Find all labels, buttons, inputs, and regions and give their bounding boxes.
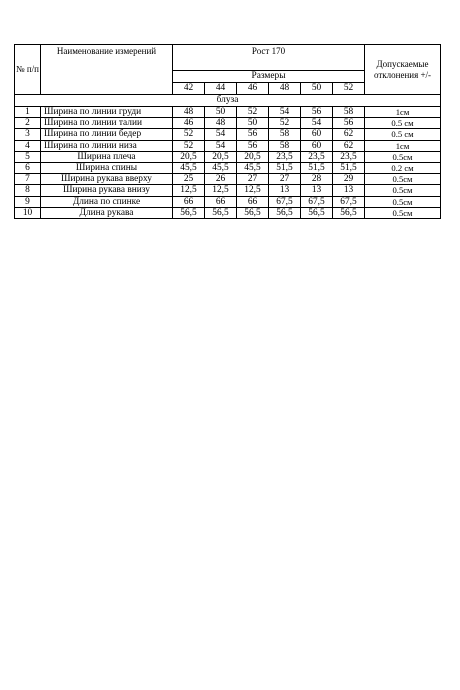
measurement-value: 51,5 bbox=[269, 163, 301, 174]
measurement-value: 52 bbox=[237, 107, 269, 118]
table-row bbox=[15, 151, 441, 162]
tolerance-value: 0.5см bbox=[365, 196, 441, 207]
row-number: 8 bbox=[15, 185, 41, 196]
measurement-name: Ширина по линии бедер bbox=[41, 129, 173, 140]
tolerance-value: 0.5см bbox=[365, 174, 441, 185]
measurement-value: 13 bbox=[333, 185, 365, 196]
table-row bbox=[15, 207, 441, 218]
measurement-value: 51,5 bbox=[301, 163, 333, 174]
measurement-value: 12,5 bbox=[205, 185, 237, 196]
measurement-value: 58 bbox=[333, 107, 365, 118]
row-number: 4 bbox=[15, 140, 41, 151]
measurement-name: Ширина по линии низа bbox=[41, 140, 173, 151]
num-header: № п/п bbox=[15, 45, 41, 95]
measurement-value: 27 bbox=[269, 174, 301, 185]
measurement-value: 56,5 bbox=[173, 207, 205, 218]
measurement-value: 67,5 bbox=[301, 196, 333, 207]
measurement-value: 50 bbox=[237, 118, 269, 129]
table-row bbox=[15, 196, 441, 207]
table-row bbox=[15, 129, 441, 140]
measurement-value: 67,5 bbox=[333, 196, 365, 207]
measurement-value: 25 bbox=[173, 174, 205, 185]
measurement-value: 54 bbox=[269, 107, 301, 118]
table-row bbox=[15, 107, 441, 118]
tolerance-value: 0.2 см bbox=[365, 163, 441, 174]
measurement-value: 54 bbox=[205, 140, 237, 151]
tolerance-value: 0.5см bbox=[365, 207, 441, 218]
measurement-value: 66 bbox=[205, 196, 237, 207]
row-number: 5 bbox=[15, 151, 41, 162]
tolerance-value: 0.5 см bbox=[365, 129, 441, 140]
table-row bbox=[15, 174, 441, 185]
measurement-value: 23,5 bbox=[333, 151, 365, 162]
size-header: 50 bbox=[301, 83, 333, 95]
measurement-value: 56 bbox=[301, 107, 333, 118]
table-body bbox=[15, 107, 441, 219]
measurement-value: 56,5 bbox=[269, 207, 301, 218]
measurement-value: 12,5 bbox=[237, 185, 269, 196]
measurement-value: 67,5 bbox=[269, 196, 301, 207]
measurement-value: 52 bbox=[173, 129, 205, 140]
measurement-value: 56,5 bbox=[237, 207, 269, 218]
measurement-value: 48 bbox=[173, 107, 205, 118]
measurement-value: 48 bbox=[205, 118, 237, 129]
measurement-name: Ширина рукава внизу bbox=[41, 185, 173, 196]
measurement-value: 13 bbox=[269, 185, 301, 196]
row-number: 1 bbox=[15, 107, 41, 118]
measurement-value: 56,5 bbox=[301, 207, 333, 218]
measurement-name: Длина рукава bbox=[41, 207, 173, 218]
row-number: 2 bbox=[15, 118, 41, 129]
table-row bbox=[15, 140, 441, 151]
measurement-value: 60 bbox=[301, 140, 333, 151]
measurement-value: 56 bbox=[237, 129, 269, 140]
row-number: 10 bbox=[15, 207, 41, 218]
height-header: Рост 170 bbox=[173, 45, 365, 71]
measurement-name: Ширина по линии талии bbox=[41, 118, 173, 129]
tolerance-value: 0.5см bbox=[365, 151, 441, 162]
measurement-table bbox=[14, 44, 441, 219]
measurement-value: 20,5 bbox=[173, 151, 205, 162]
measurement-value: 45,5 bbox=[173, 163, 205, 174]
measurement-value: 23,5 bbox=[301, 151, 333, 162]
tolerance-value: 1см bbox=[365, 140, 441, 151]
measurement-value: 27 bbox=[237, 174, 269, 185]
sizes-label: Размеры bbox=[173, 71, 365, 83]
row-number: 3 bbox=[15, 129, 41, 140]
tolerance-value: 1см bbox=[365, 107, 441, 118]
measurement-name: Ширина по линии груди bbox=[41, 107, 173, 118]
measurement-value: 66 bbox=[173, 196, 205, 207]
table-row bbox=[15, 118, 441, 129]
name-header: Наименование измерений bbox=[41, 45, 173, 95]
measurement-value: 46 bbox=[173, 118, 205, 129]
measurement-value: 26 bbox=[205, 174, 237, 185]
measurement-value: 13 bbox=[301, 185, 333, 196]
section-row bbox=[15, 95, 441, 107]
measurement-value: 45,5 bbox=[237, 163, 269, 174]
measurement-value: 56,5 bbox=[205, 207, 237, 218]
measurement-value: 20,5 bbox=[205, 151, 237, 162]
row-number: 9 bbox=[15, 196, 41, 207]
measurement-value: 23,5 bbox=[269, 151, 301, 162]
measurement-name: Ширина рукава вверху bbox=[41, 174, 173, 185]
tolerance-value: 0.5 см bbox=[365, 118, 441, 129]
measurement-value: 51,5 bbox=[333, 163, 365, 174]
measurement-value: 52 bbox=[269, 118, 301, 129]
measurement-value: 54 bbox=[205, 129, 237, 140]
measurement-value: 52 bbox=[173, 140, 205, 151]
measurement-value: 50 bbox=[205, 107, 237, 118]
measurement-value: 45,5 bbox=[205, 163, 237, 174]
measurement-name: Ширина спины bbox=[41, 163, 173, 174]
measurement-value: 54 bbox=[301, 118, 333, 129]
table-row bbox=[15, 185, 441, 196]
size-header: 46 bbox=[237, 83, 269, 95]
measurement-value: 56,5 bbox=[333, 207, 365, 218]
size-header: 44 bbox=[205, 83, 237, 95]
measurement-value: 28 bbox=[301, 174, 333, 185]
measurement-value: 58 bbox=[269, 140, 301, 151]
measurement-value: 12,5 bbox=[173, 185, 205, 196]
size-header: 42 bbox=[173, 83, 205, 95]
tolerance-value: 0.5см bbox=[365, 185, 441, 196]
measurement-value: 20,5 bbox=[237, 151, 269, 162]
measurement-value: 56 bbox=[333, 118, 365, 129]
measurement-value: 60 bbox=[301, 129, 333, 140]
measurement-value: 66 bbox=[237, 196, 269, 207]
header-row bbox=[15, 45, 441, 71]
row-number: 6 bbox=[15, 163, 41, 174]
size-header: 52 bbox=[333, 83, 365, 95]
row-number: 7 bbox=[15, 174, 41, 185]
section-label: блуза bbox=[15, 95, 441, 107]
measurement-value: 58 bbox=[269, 129, 301, 140]
measurement-value: 62 bbox=[333, 129, 365, 140]
table-row bbox=[15, 163, 441, 174]
tolerance-header: Допускаемые отклонения +/- bbox=[365, 45, 441, 95]
measurement-name: Длина по спинке bbox=[41, 196, 173, 207]
measurement-value: 62 bbox=[333, 140, 365, 151]
measurement-value: 29 bbox=[333, 174, 365, 185]
measurement-value: 56 bbox=[237, 140, 269, 151]
size-header: 48 bbox=[269, 83, 301, 95]
measurement-name: Ширина плеча bbox=[41, 151, 173, 162]
